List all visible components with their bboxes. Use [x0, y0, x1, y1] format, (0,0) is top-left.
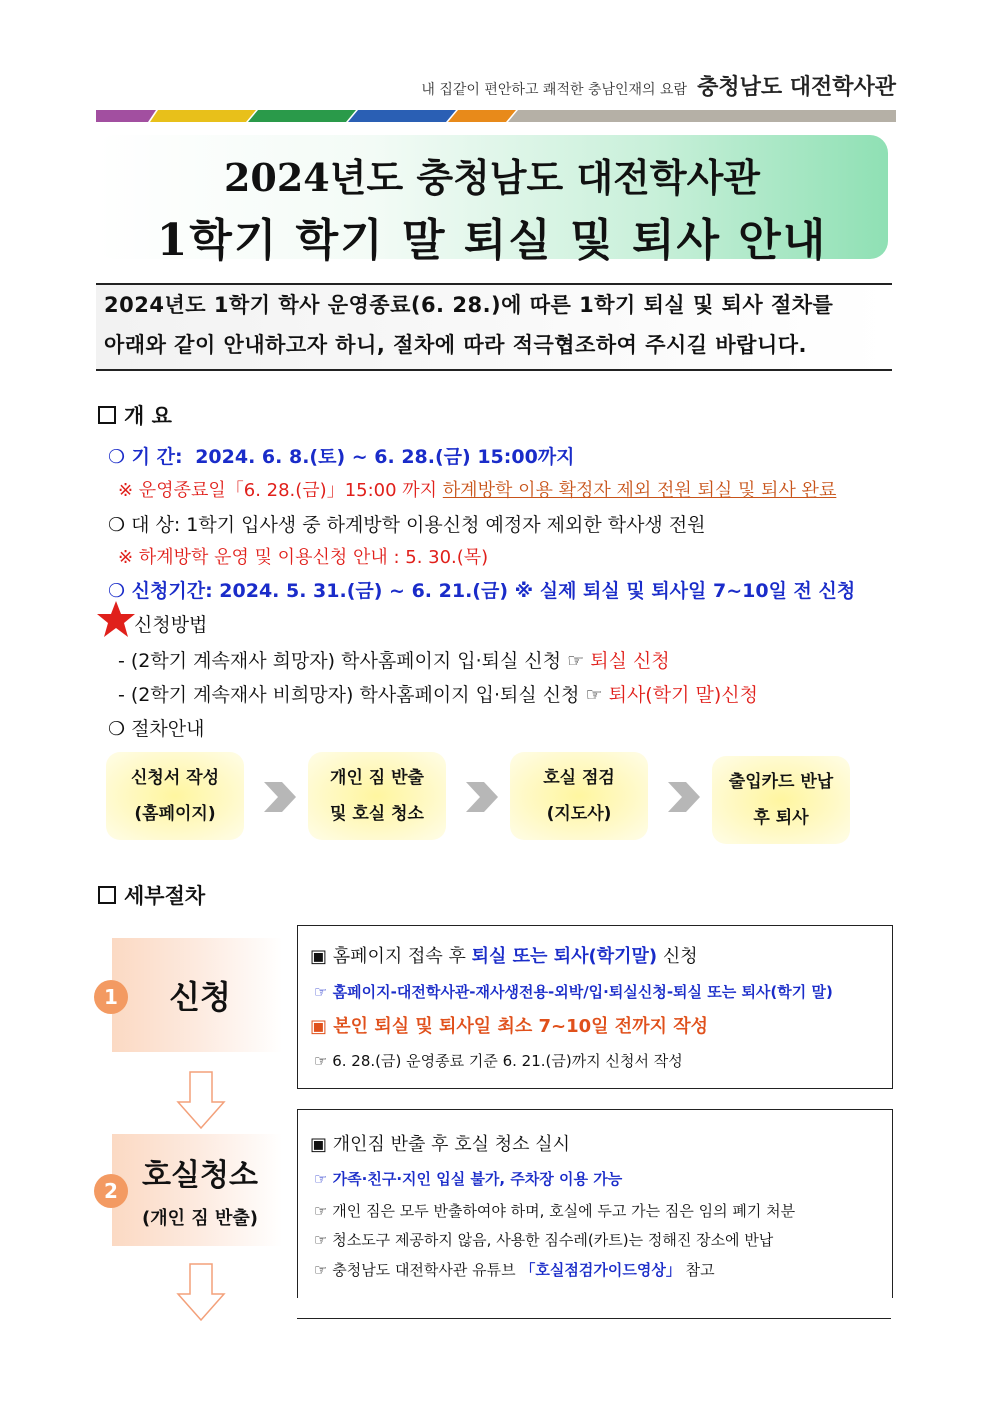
flow-step-4 [712, 756, 850, 844]
header-color-stripe [96, 110, 896, 122]
step-2-detail-box [297, 1109, 893, 1298]
header-slogan: 내 집같이 편안하고 쾌적한 충남인재의 요람 [421, 82, 688, 98]
note1-emphasis: 하계방학 이용 확정자 제외 전원 퇴실 및 퇴사 완료 [442, 480, 837, 501]
circle-bullet-icon: ❍ [108, 446, 132, 468]
checkbox-square-icon [98, 406, 116, 424]
method1-emphasis: 퇴실 신청 [590, 650, 670, 672]
step-2-label: 호실청소 [142, 1158, 258, 1193]
step-1-line-4: ☞ 6. 28.(금) 운영종료 기준 6. 21.(금)까지 신청서 작성 [314, 1052, 683, 1070]
method-leave-line [118, 680, 758, 707]
apply-period-line [108, 576, 855, 603]
chevron-right-icon [666, 780, 702, 814]
flow-step-1-line-2: (홈페이지) [134, 804, 216, 824]
procedure-label: 절차안내 [131, 718, 205, 740]
step-2-number: 2 [94, 1174, 128, 1208]
step-2-line-4: ☞ 청소도구 제공하지 않음, 사용한 짐수레(카트)는 정해진 장소에 반납 [314, 1231, 774, 1249]
method-label: 신청방법 [134, 614, 208, 636]
step-2-sublabel: (개인 짐 반출) [142, 1208, 258, 1229]
step-2-line-5-prefix: ☞ 충청남도 대전학사관 유튜브 [314, 1261, 521, 1279]
step-1-line-1-prefix: ▣ 홈페이지 접속 후 [310, 946, 472, 967]
step-1-number: 1 [94, 980, 128, 1014]
procedure-line [108, 714, 205, 741]
flow-step-2-line-1: 개인 짐 반출 [330, 768, 424, 788]
down-arrow-icon [176, 1070, 226, 1130]
checkbox-square-icon [98, 886, 116, 904]
period-line [108, 442, 575, 469]
step-1-line-1-emphasis: 퇴실 또는 퇴사(학기말) [471, 946, 658, 967]
chevron-right-icon [464, 780, 500, 814]
method2-text: - (2학기 계속재사 비희망자) 학사홈페이지 입·퇴실 신청 ☞ [118, 684, 609, 706]
down-arrow-icon [176, 1262, 226, 1322]
step-1-line-2: ☞ 홈페이지-대전학사관-재사생전용-외박/입·퇴실신청-퇴실 또는 퇴사(학기 말) [314, 983, 833, 1001]
step-2-line-2: ☞ 가족·친구·지인 입실 불가, 주차장 이용 가능 [314, 1170, 623, 1188]
intro-line-1: 2024년도 1학기 학사 운영종료(6. 28.)에 따른 1학기 퇴실 및 퇴사 절차를 [104, 293, 834, 317]
note-summer-break: ※ 하계방학 운영 및 이용신청 안내 : 5. 30.(목) [118, 547, 489, 568]
target-text: 대 상: 1학기 입사생 중 하계방학 이용신청 예정자 제외한 학사생 전원 [131, 514, 706, 536]
title-line-2: 1학기 학기 말 퇴실 및 퇴사 안내 [156, 215, 828, 266]
step-1-line-1 [310, 942, 698, 968]
flow-step-2 [308, 752, 446, 840]
flow-step-1-line-1: 신청서 작성 [130, 768, 220, 788]
flow-step-1 [106, 752, 244, 840]
step-2-line-5-suffix: 참고 [680, 1261, 715, 1279]
intro-notice [96, 283, 892, 371]
intro-line-2: 아래와 같이 안내하고자 하니, 절차에 따라 적극협조하여 주시길 바랍니다. [104, 333, 808, 357]
circle-bullet-icon: ❍ [108, 718, 132, 740]
period-value: 2024. 6. 8.(토) ~ 6. 28.(금) 15:00까지 [195, 446, 575, 468]
circle-bullet-icon: ❍ [108, 580, 132, 602]
flow-step-3-line-2: (지도사) [546, 804, 612, 824]
flow-step-4-line-1: 출입카드 반납 [728, 772, 834, 792]
overview-heading-text: 개 요 [124, 404, 172, 428]
method2-emphasis: 퇴사(학기 말)신청 [608, 684, 758, 706]
header-org-name: 충청남도 대전학사관 [697, 75, 896, 100]
flow-step-3 [510, 752, 648, 840]
note1-prefix: ※ 운영종료일「6. 28.(금)」15:00 까지 [118, 480, 443, 501]
step-2-line-5 [314, 1259, 715, 1280]
bottom-rule [297, 1318, 891, 1319]
flow-step-4-line-2: 후 퇴사 [753, 808, 809, 828]
chevron-right-icon [262, 780, 298, 814]
method-continue-line [118, 646, 670, 673]
note-operation-end [118, 476, 836, 502]
step-1-detail-box [297, 925, 893, 1089]
title-line-1: 2024년도 충청남도 대전학사관 [223, 155, 760, 200]
flow-step-2-line-2: 및 호실 청소 [330, 804, 424, 824]
period-label: 기 간: [131, 446, 183, 468]
step-2-line-1: ▣ 개인짐 반출 후 호실 청소 실시 [310, 1134, 570, 1155]
overview-heading [98, 400, 172, 430]
step-1-line-3: ▣ 본인 퇴실 및 퇴사일 최소 7~10일 전까지 작성 [310, 1016, 709, 1037]
flow-step-3-line-1: 호실 점검 [543, 768, 615, 788]
apply-period-text: 신청기간: 2024. 5. 31.(금) ~ 6. 21.(금) ※ 실제 퇴실 및 퇴사일 7~10일 전 신청 [131, 580, 856, 602]
header [421, 70, 896, 101]
detail-heading [98, 880, 205, 910]
detail-heading-text: 세부절차 [124, 884, 206, 908]
circle-bullet-icon: ❍ [108, 514, 132, 536]
red-star-icon [96, 600, 136, 638]
step-1-line-1-suffix: 신청 [657, 946, 698, 967]
step-1-label: 신청 [169, 978, 231, 1016]
method1-text: - (2학기 계속재사 희망자) 학사홈페이지 입·퇴실 신청 ☞ [118, 650, 591, 672]
step-2-line-5-emphasis: 「호실점검가이드영상」 [520, 1261, 681, 1279]
step-2-line-3: ☞ 개인 짐은 모두 반출하여야 하며, 호실에 두고 가는 짐은 임의 폐기 처분 [314, 1202, 796, 1220]
title-banner [96, 135, 888, 266]
target-line [108, 510, 706, 537]
